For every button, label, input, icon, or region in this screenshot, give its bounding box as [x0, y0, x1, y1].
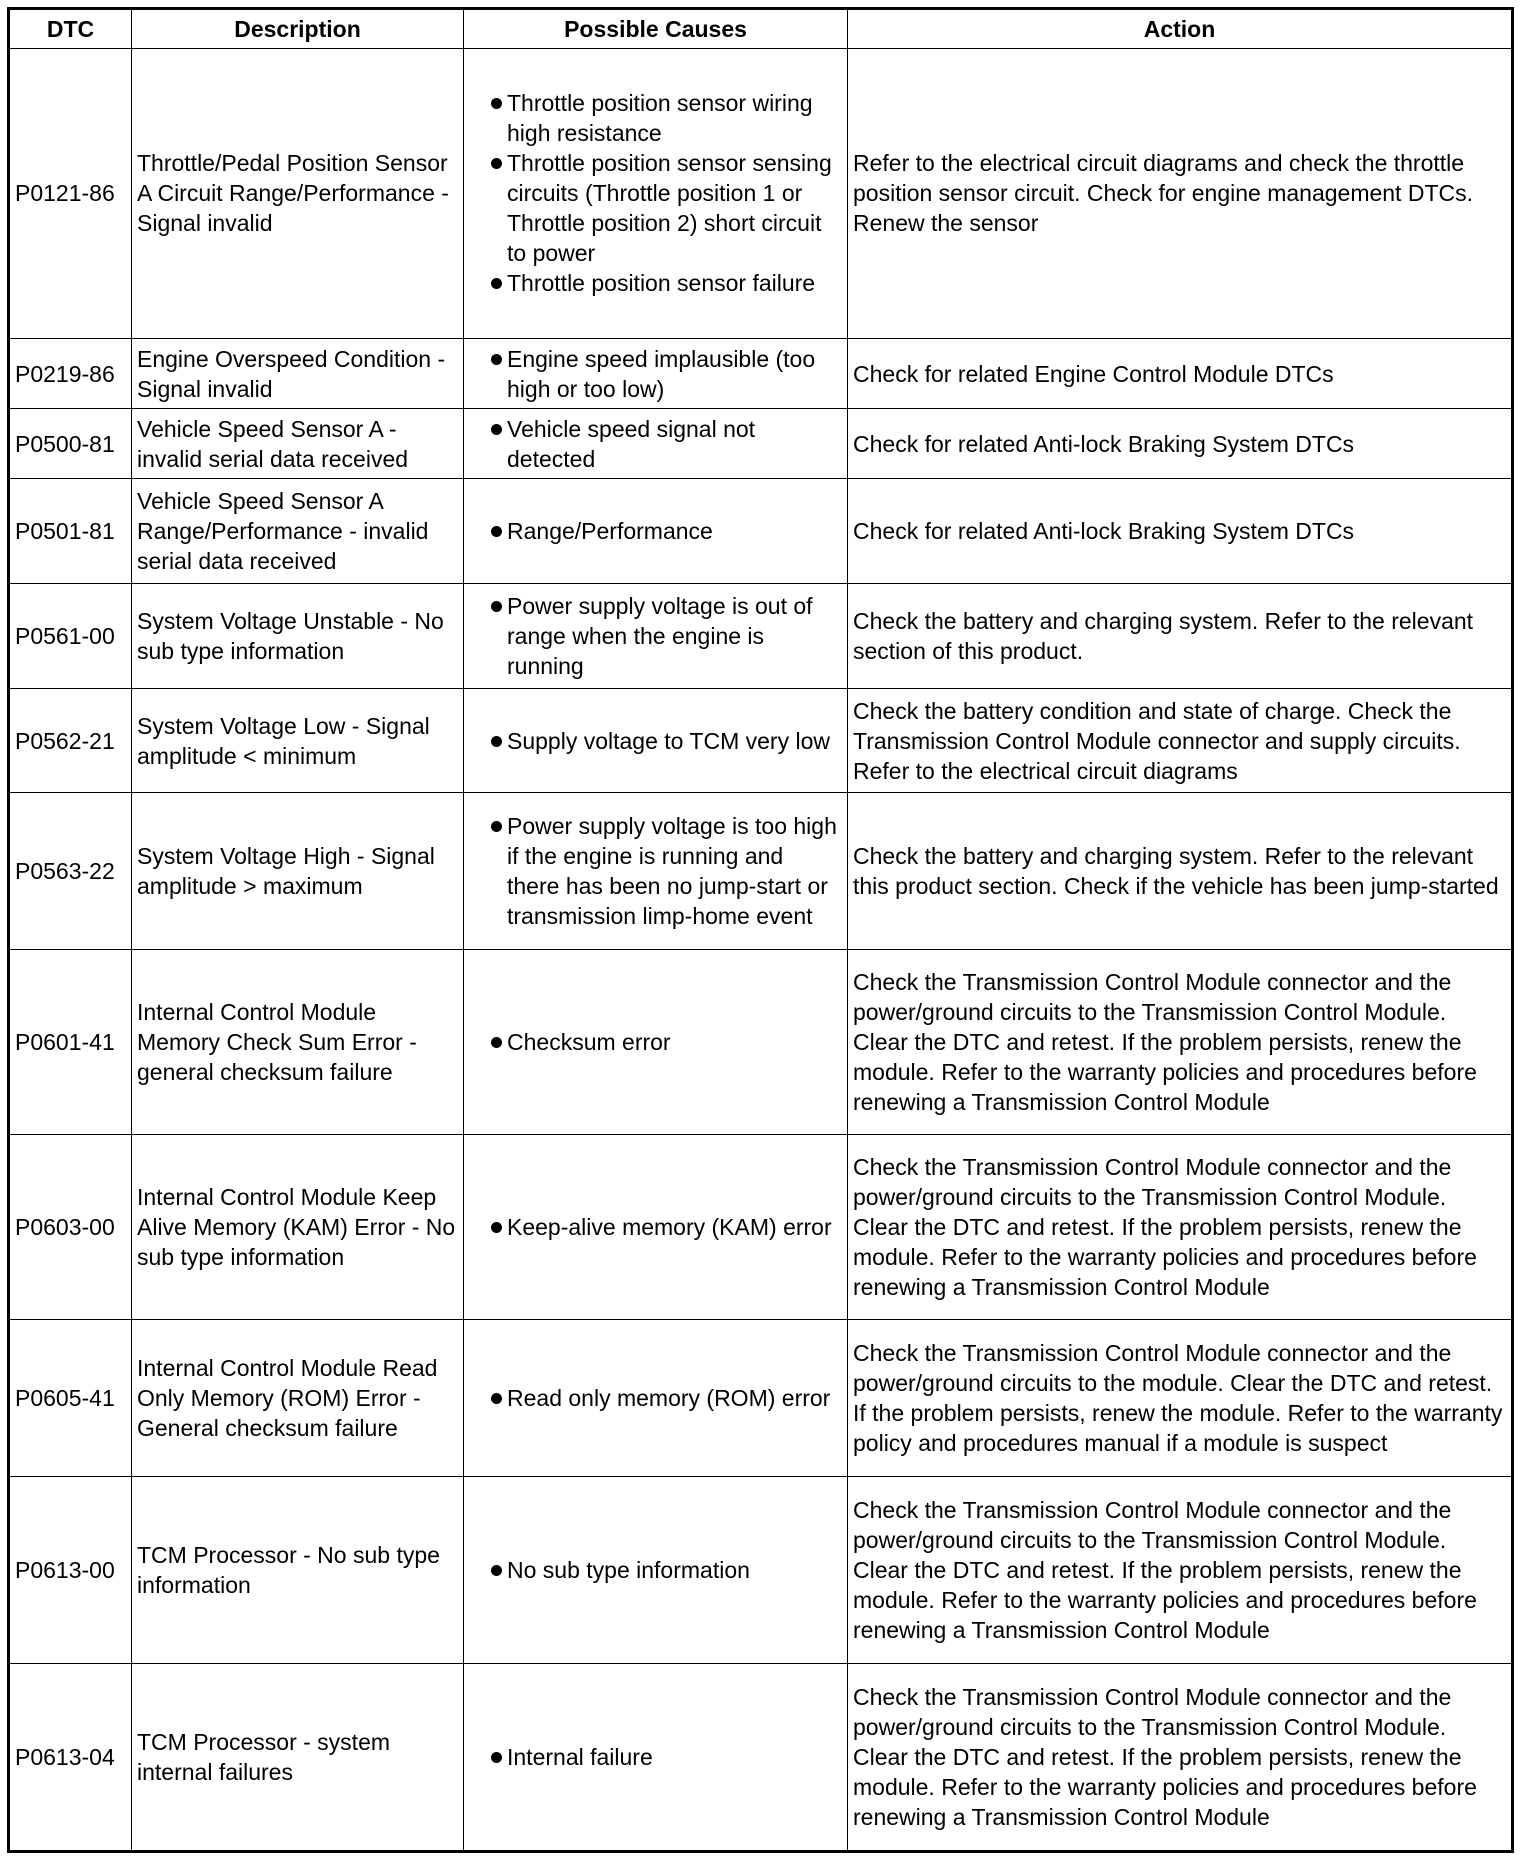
possible-causes-list	[469, 1742, 842, 1772]
possible-causes-list	[469, 414, 842, 474]
possible-cause-item: Read only memory (ROM) error	[469, 1383, 842, 1413]
possible-causes-cell	[464, 409, 848, 479]
possible-causes-cell	[464, 793, 848, 949]
dtc-description: Internal Control Module Read Only Memory (ROM) Error - General checksum failure	[132, 1320, 464, 1476]
dtc-description: Vehicle Speed Sensor A - invalid serial data received	[132, 409, 464, 479]
dtc-description: Throttle/Pedal Position Sensor A Circuit Range/Performance - Signal invalid	[132, 49, 464, 339]
possible-cause-item: Throttle position sensor failure	[469, 268, 842, 298]
header-action: Action	[848, 9, 1513, 49]
dtc-code: P0121-86	[9, 49, 132, 339]
possible-causes-list	[469, 1212, 842, 1242]
possible-cause-item: Range/Performance	[469, 516, 842, 546]
possible-causes-cell	[464, 583, 848, 688]
possible-causes-cell	[464, 688, 848, 793]
dtc-description: System Voltage High - Signal amplitude > maximum	[132, 793, 464, 949]
possible-cause-item: Power supply voltage is too high if the engine is running and there has been no jump-start or transmission limp-home event	[469, 811, 842, 931]
dtc-description: TCM Processor - system internal failures	[132, 1664, 464, 1852]
possible-cause-item: Supply voltage to TCM very low	[469, 726, 842, 756]
table-row	[9, 1476, 1513, 1664]
possible-causes-list	[469, 1555, 842, 1585]
dtc-code: P0601-41	[9, 949, 132, 1134]
dtc-description: System Voltage Unstable - No sub type information	[132, 583, 464, 688]
possible-cause-item: Engine speed implausible (too high or too low)	[469, 344, 842, 404]
action-text: Check the Transmission Control Module connector and the power/ground circuits to the Transmission Control Module. Clear the DTC and retest. If the problem persists, renew the module. Refer to the warranty policies and procedures before renewing a Transmission Control Module	[848, 949, 1513, 1134]
dtc-description: Engine Overspeed Condition - Signal invalid	[132, 338, 464, 408]
action-text: Check for related Anti-lock Braking System DTCs	[848, 409, 1513, 479]
possible-causes-list	[469, 516, 842, 546]
possible-cause-item: Power supply voltage is out of range when the engine is running	[469, 591, 842, 681]
dtc-code: P0561-00	[9, 583, 132, 688]
possible-cause-item: Throttle position sensor wiring high resistance	[469, 88, 842, 148]
table-row	[9, 479, 1513, 584]
dtc-description: Internal Control Module Memory Check Sum Error - general checksum failure	[132, 949, 464, 1134]
dtc-code: P0219-86	[9, 338, 132, 408]
header-dtc: DTC	[9, 9, 132, 49]
header-possible-causes: Possible Causes	[464, 9, 848, 49]
action-text: Check the battery and charging system. Refer to the relevant this product section. Check if the vehicle has been jump-started	[848, 793, 1513, 949]
possible-causes-cell	[464, 1664, 848, 1852]
table-row	[9, 338, 1513, 408]
action-text: Check the Transmission Control Module connector and the power/ground circuits to the module. Clear the DTC and retest. If the problem persists, renew the module. Refer to the warranty policy and procedures manual if a module is suspect	[848, 1320, 1513, 1476]
header-description: Description	[132, 9, 464, 49]
dtc-code: P0603-00	[9, 1135, 132, 1320]
dtc-code: P0605-41	[9, 1320, 132, 1476]
table-row	[9, 1135, 1513, 1320]
possible-causes-cell	[464, 1135, 848, 1320]
possible-cause-item: Vehicle speed signal not detected	[469, 414, 842, 474]
possible-causes-list	[469, 1027, 842, 1057]
table-body	[9, 49, 1513, 1852]
table-row	[9, 793, 1513, 949]
action-text: Refer to the electrical circuit diagrams and check the throttle position sensor circuit. Check for engine management DTCs. Renew the sensor	[848, 49, 1513, 339]
possible-cause-item: Keep-alive memory (KAM) error	[469, 1212, 842, 1242]
table-row	[9, 688, 1513, 793]
table-row	[9, 49, 1513, 339]
possible-causes-list	[469, 1383, 842, 1413]
possible-cause-item: Internal failure	[469, 1742, 842, 1772]
dtc-code: P0500-81	[9, 409, 132, 479]
dtc-code: P0563-22	[9, 793, 132, 949]
dtc-description: Internal Control Module Keep Alive Memory (KAM) Error - No sub type information	[132, 1135, 464, 1320]
dtc-code: P0562-21	[9, 688, 132, 793]
possible-cause-item: Throttle position sensor sensing circuits (Throttle position 1 or Throttle position 2) short circuit to power	[469, 148, 842, 268]
possible-causes-cell	[464, 1476, 848, 1664]
possible-causes-cell	[464, 479, 848, 584]
possible-causes-list	[469, 591, 842, 681]
table-header	[9, 9, 1513, 49]
possible-causes-cell	[464, 949, 848, 1134]
action-text: Check for related Anti-lock Braking System DTCs	[848, 479, 1513, 584]
possible-causes-list	[469, 726, 842, 756]
dtc-code: P0501-81	[9, 479, 132, 584]
possible-cause-item: No sub type information	[469, 1555, 842, 1585]
dtc-description: TCM Processor - No sub type information	[132, 1476, 464, 1664]
action-text: Check the Transmission Control Module connector and the power/ground circuits to the Transmission Control Module. Clear the DTC and retest. If the problem persists, renew the module. Refer to the warranty policies and procedures before renewing a Transmission Control Module	[848, 1664, 1513, 1852]
header-row	[9, 9, 1513, 49]
action-text: Check for related Engine Control Module DTCs	[848, 338, 1513, 408]
table-row	[9, 409, 1513, 479]
possible-cause-item: Checksum error	[469, 1027, 842, 1057]
possible-causes-cell	[464, 1320, 848, 1476]
action-text: Check the Transmission Control Module connector and the power/ground circuits to the Transmission Control Module. Clear the DTC and retest. If the problem persists, renew the module. Refer to the warranty policies and procedures before renewing a Transmission Control Module	[848, 1135, 1513, 1320]
possible-causes-list	[469, 88, 842, 298]
table-row	[9, 1320, 1513, 1476]
possible-causes-cell	[464, 338, 848, 408]
dtc-code: P0613-00	[9, 1476, 132, 1664]
dtc-code: P0613-04	[9, 1664, 132, 1852]
table-row	[9, 1664, 1513, 1852]
table-row	[9, 949, 1513, 1134]
dtc-description: Vehicle Speed Sensor A Range/Performance - invalid serial data received	[132, 479, 464, 584]
dtc-description: System Voltage Low - Signal amplitude < minimum	[132, 688, 464, 793]
table-row	[9, 583, 1513, 688]
possible-causes-list	[469, 344, 842, 404]
dtc-table	[7, 7, 1514, 1853]
possible-causes-cell	[464, 49, 848, 339]
action-text: Check the Transmission Control Module connector and the power/ground circuits to the Transmission Control Module. Clear the DTC and retest. If the problem persists, renew the module. Refer to the warranty policies and procedures before renewing a Transmission Control Module	[848, 1476, 1513, 1664]
possible-causes-list	[469, 811, 842, 931]
action-text: Check the battery and charging system. Refer to the relevant section of this product.	[848, 583, 1513, 688]
action-text: Check the battery condition and state of charge. Check the Transmission Control Module connector and supply circuits. Refer to the electrical circuit diagrams	[848, 688, 1513, 793]
